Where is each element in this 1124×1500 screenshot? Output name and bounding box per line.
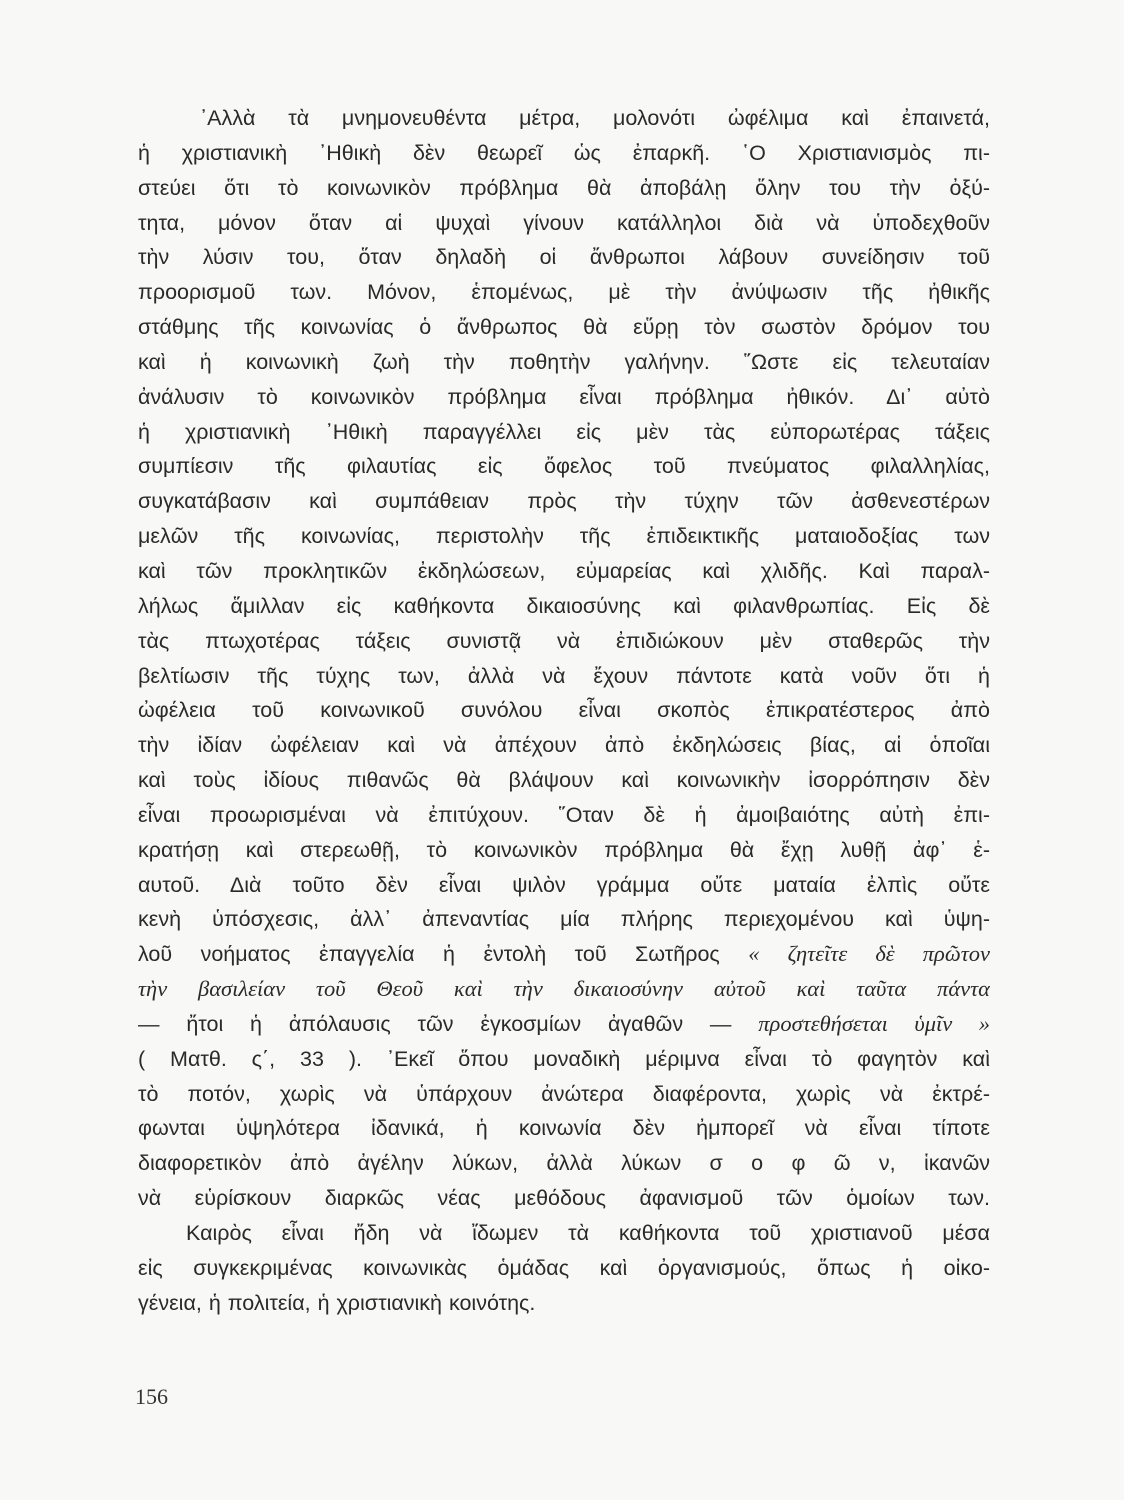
page-number: 156 bbox=[135, 1384, 168, 1409]
text-line: στεύει ὅτι τὸ κοινωνικὸν πρόβλημα θὰ ἀποβάλῃ ὅλην του τὴν ὀξύ- bbox=[138, 175, 990, 200]
text-line: ὠφέλεια τοῦ κοινωνικοῦ συνόλου εἶναι σκοπὸς ἐπικρατέστερος ἀπὸ bbox=[138, 698, 990, 723]
text-line: ἀνάλυσιν τὸ κοινωνικὸν πρόβλημα εἶναι πρόβλημα ἠθικόν. Δι᾿ αὐτὸ bbox=[138, 384, 990, 409]
text-line: φωνται ὑψηλότερα ἰδανικά, ἡ κοινωνία δὲν ἠμπορεῖ νὰ εἶναι τίποτε bbox=[138, 1116, 990, 1141]
text-line: τὴν ἰδίαν ὠφέλειαν καὶ νὰ ἀπέχουν ἀπὸ ἐκδηλώσεις βίας, αἱ ὁποῖαι bbox=[138, 733, 990, 758]
text-line: νὰ εὑρίσκουν διαρκῶς νέας μεθόδους ἀφανισμοῦ τῶν ὁμοίων των. bbox=[138, 1186, 990, 1211]
text-line: ἡ χριστιανικὴ ᾿Ηθικὴ παραγγέλλει εἰς μὲν τὰς εὐπορωτέρας τάξεις bbox=[138, 419, 990, 444]
scripture-quote: προστεθήσεται ὑμῖν » bbox=[758, 1010, 990, 1036]
text-line: κενὴ ὑπόσχεσις, ἀλλ᾿ ἀπεναντίας μία πλήρης περιεχομένου καὶ ὑψη- bbox=[138, 907, 990, 932]
scripture-quote: τὴν βασιλείαν τοῦ Θεοῦ καὶ τὴν δικαιοσύνην αὐτοῦ καὶ ταῦτα πάντα bbox=[138, 976, 990, 1002]
scripture-quote: « ζητεῖτε δὲ πρῶτον bbox=[748, 941, 990, 967]
text-line: ᾿Αλλὰ τὰ μνημονευθέντα μέτρα, μολονότι ὠφέλιμα καὶ ἐπαινετά, bbox=[200, 106, 990, 130]
text-line: εἶναι προωρισμέναι νὰ ἐπιτύχουν. ῞Οταν δὲ ἡ ἀμοιβαιότης αὐτὴ ἐπι- bbox=[138, 802, 990, 827]
text-line bbox=[138, 972, 990, 1007]
text-line: — ἤτοι ἡ ἀπόλαυσις τῶν ἐγκοσμίων ἀγαθῶν — προστεθήσεται ὑμῖν » bbox=[138, 1010, 990, 1036]
text-line: μελῶν τῆς κοινωνίας, περιστολὴν τῆς ἐπιδεικτικῆς ματαιοδοξίας των bbox=[138, 524, 990, 549]
text-line: τὰς πτωχοτέρας τάξεις συνιστᾷ νὰ ἐπιδιώκουν μὲν σταθερῶς τὴν bbox=[138, 628, 990, 653]
text-line: Καιρὸς εἶναι ἤδη νὰ ἴδωμεν τὰ καθήκοντα τοῦ χριστιανοῦ μέσα bbox=[186, 1221, 990, 1245]
text-line: καὶ ἡ κοινωνικὴ ζωὴ τὴν ποθητὴν γαλήνην. ῞Ωστε εἰς τελευταίαν bbox=[138, 349, 990, 374]
text-line: συγκατάβασιν καὶ συμπάθειαν πρὸς τὴν τύχην τῶν ἀσθενεστέρων bbox=[138, 489, 990, 514]
text-line: κρατήσῃ καὶ στερεωθῇ, τὸ κοινωνικὸν πρόβλημα θὰ ἔχῃ λυθῇ ἀφ᾿ ἑ- bbox=[138, 837, 990, 862]
text-line: τὴν λύσιν του, ὅταν δηλαδὴ οἱ ἄνθρωποι λάβουν συνείδησιν τοῦ bbox=[138, 245, 990, 270]
text-line: καὶ τῶν προκλητικῶν ἐκδηλώσεων, εὐμαρείας καὶ χλιδῆς. Καὶ παραλ- bbox=[138, 558, 990, 583]
text-line: καὶ τοὺς ἰδίους πιθανῶς θὰ βλάψουν καὶ κοινωνικὴν ἰσορρόπησιν δὲν bbox=[138, 768, 990, 793]
text-line: λοῦ νοήματος ἐπαγγελία ἡ ἐντολὴ τοῦ Σωτῆρος « ζητεῖτε δὲ πρῶτον bbox=[138, 941, 990, 967]
text-line: στάθμης τῆς κοινωνίας ὁ ἄνθρωπος θὰ εὕρῃ τὸν σωστὸν δρόμον του bbox=[138, 315, 990, 340]
text-line: τὸ ποτόν, χωρὶς νὰ ὑπάρχουν ἀνώτερα διαφέροντα, χωρὶς νὰ ἐκτρέ- bbox=[138, 1081, 990, 1106]
text-line: λήλως ἅμιλλαν εἰς καθήκοντα δικαιοσύνης καὶ φιλανθρωπίας. Εἰς δὲ bbox=[138, 593, 990, 618]
text-line: γένεια, ἡ πολιτεία, ἡ χριστιανικὴ κοινότης. bbox=[138, 1290, 536, 1315]
text-line: βελτίωσιν τῆς τύχης των, ἀλλὰ νὰ ἔχουν πάντοτε κατὰ νοῦν ὅτι ἡ bbox=[138, 663, 990, 688]
body-text bbox=[138, 101, 990, 1321]
text-line: συμπίεσιν τῆς φιλαυτίας εἰς ὄφελος τοῦ πνεύματος φιλαλληλίας, bbox=[138, 454, 990, 479]
text-line: ἡ χριστιανικὴ ᾿Ηθικὴ δὲν θεωρεῖ ὡς ἐπαρκῆ. ῾Ο Χριστιανισμὸς πι- bbox=[138, 140, 990, 165]
text-line: προορισμοῦ των. Μόνον, ἑπομένως, μὲ τὴν ἀνύψωσιν τῆς ἠθικῆς bbox=[138, 280, 990, 305]
text-line: τητα, μόνον ὅταν αἱ ψυχαὶ γίνουν κατάλληλοι διὰ νὰ ὑποδεχθοῦν bbox=[138, 210, 990, 235]
text-line: αυτοῦ. Διὰ τοῦτο δὲν εἶναι ψιλὸν γράμμα οὔτε ματαία ἐλπὶς οὔτε bbox=[138, 872, 990, 897]
text-line: ( Ματθ. ς΄, 33 ). ᾿Εκεῖ ὅπου μοναδικὴ μέριμνα εἶναι τὸ φαγητὸν καὶ bbox=[138, 1046, 990, 1071]
text-line: εἰς συγκεκριμένας κοινωνικὰς ὁμάδας καὶ ὀργανισμούς, ὅπως ἡ οἰκο- bbox=[138, 1255, 990, 1280]
text-line: διαφορετικὸν ἀπὸ ἀγέλην λύκων, ἀλλὰ λύκων σ ο φ ῶ ν, ἱκανῶν bbox=[138, 1151, 990, 1176]
